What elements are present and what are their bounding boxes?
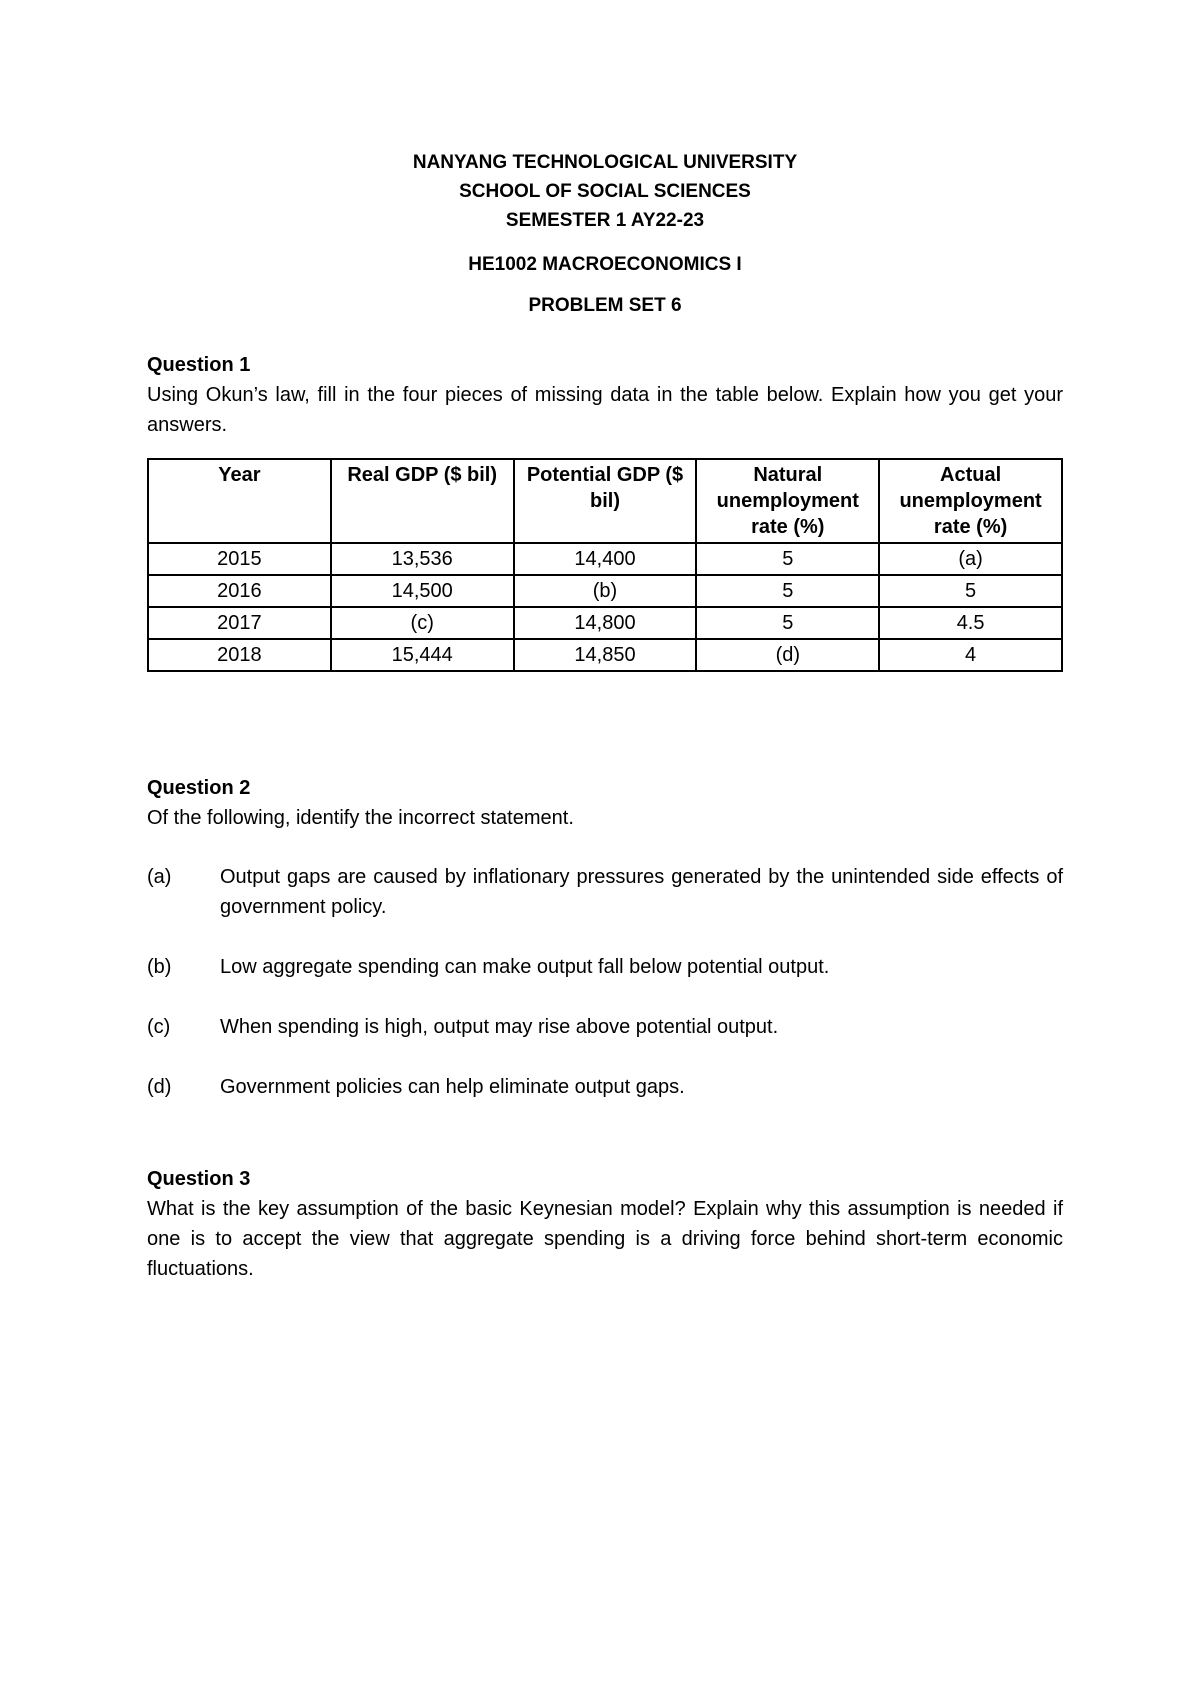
table-cell: 2018 bbox=[148, 639, 331, 671]
table-header-cell: Year bbox=[148, 459, 331, 543]
school-name: SCHOOL OF SOCIAL SCIENCES bbox=[459, 181, 751, 202]
table-cell: 14,800 bbox=[514, 607, 697, 639]
table-row bbox=[148, 639, 1062, 671]
table-cell: 5 bbox=[696, 607, 879, 639]
table-cell: (a) bbox=[879, 543, 1062, 575]
table-cell: 4.5 bbox=[879, 607, 1062, 639]
table-header-cell: Real GDP ($ bil) bbox=[331, 459, 514, 543]
table-cell: 5 bbox=[696, 543, 879, 575]
table-cell: (d) bbox=[696, 639, 879, 671]
question-1-title: Question 1 bbox=[147, 354, 251, 376]
table-cell: 4 bbox=[879, 639, 1062, 671]
problem-set-title: PROBLEM SET 6 bbox=[528, 295, 682, 316]
question-2-text: Of the following, identify the incorrect statement. bbox=[147, 807, 574, 829]
table-cell: 14,500 bbox=[331, 575, 514, 607]
table-header-cell: Natural unemployment rate (%) bbox=[696, 459, 879, 543]
table-cell: 5 bbox=[879, 575, 1062, 607]
table-cell: 14,850 bbox=[514, 639, 697, 671]
option-text: Low aggregate spending can make output fall below potential output. bbox=[220, 956, 830, 978]
table-cell: 2016 bbox=[148, 575, 331, 607]
question-3-title: Question 3 bbox=[147, 1168, 251, 1190]
semester-label: SEMESTER 1 AY22-23 bbox=[505, 210, 705, 231]
table-cell: 5 bbox=[696, 575, 879, 607]
option-text: When spending is high, output may rise above potential output. bbox=[220, 1016, 779, 1038]
option-text: Output gaps are caused by inflationary pressures generated by the unintended side effects of government policy. bbox=[220, 866, 1063, 918]
question-2-title: Question 2 bbox=[147, 777, 251, 799]
question-1-text: Using Okun’s law, fill in the four pieces of missing data in the table below. Explain how you get your answers. bbox=[147, 384, 1063, 436]
option-text: Government policies can help eliminate output gaps. bbox=[220, 1076, 685, 1098]
table-cell: 15,444 bbox=[331, 639, 514, 671]
table-cell: 2017 bbox=[148, 607, 331, 639]
table-header-row bbox=[148, 459, 1062, 543]
table-row bbox=[148, 543, 1062, 575]
table-cell: (c) bbox=[331, 607, 514, 639]
course-title: HE1002 MACROECONOMICS I bbox=[468, 254, 742, 275]
table-header-cell: Potential GDP ($ bil) bbox=[514, 459, 697, 543]
table-row bbox=[148, 607, 1062, 639]
table-cell: 2015 bbox=[148, 543, 331, 575]
option-label: (d) bbox=[147, 1076, 172, 1098]
table-header-cell: Actual unemployment rate (%) bbox=[879, 459, 1062, 543]
option-label: (b) bbox=[147, 956, 172, 978]
option-label: (a) bbox=[147, 866, 172, 888]
table-cell: (b) bbox=[514, 575, 697, 607]
university-name: NANYANG TECHNOLOGICAL UNIVERSITY bbox=[412, 152, 798, 173]
okun-data-table bbox=[147, 458, 1063, 672]
option-label: (c) bbox=[147, 1016, 171, 1038]
table-row bbox=[148, 575, 1062, 607]
document-header bbox=[147, 148, 1063, 235]
table-cell: 14,400 bbox=[514, 543, 697, 575]
question-3-text: What is the key assumption of the basic Keynesian model? Explain why this assumption is needed if one is to accept the view that aggregate spending is a driving force behind short-term economic fluctuations. bbox=[147, 1198, 1063, 1280]
table-cell: 13,536 bbox=[331, 543, 514, 575]
